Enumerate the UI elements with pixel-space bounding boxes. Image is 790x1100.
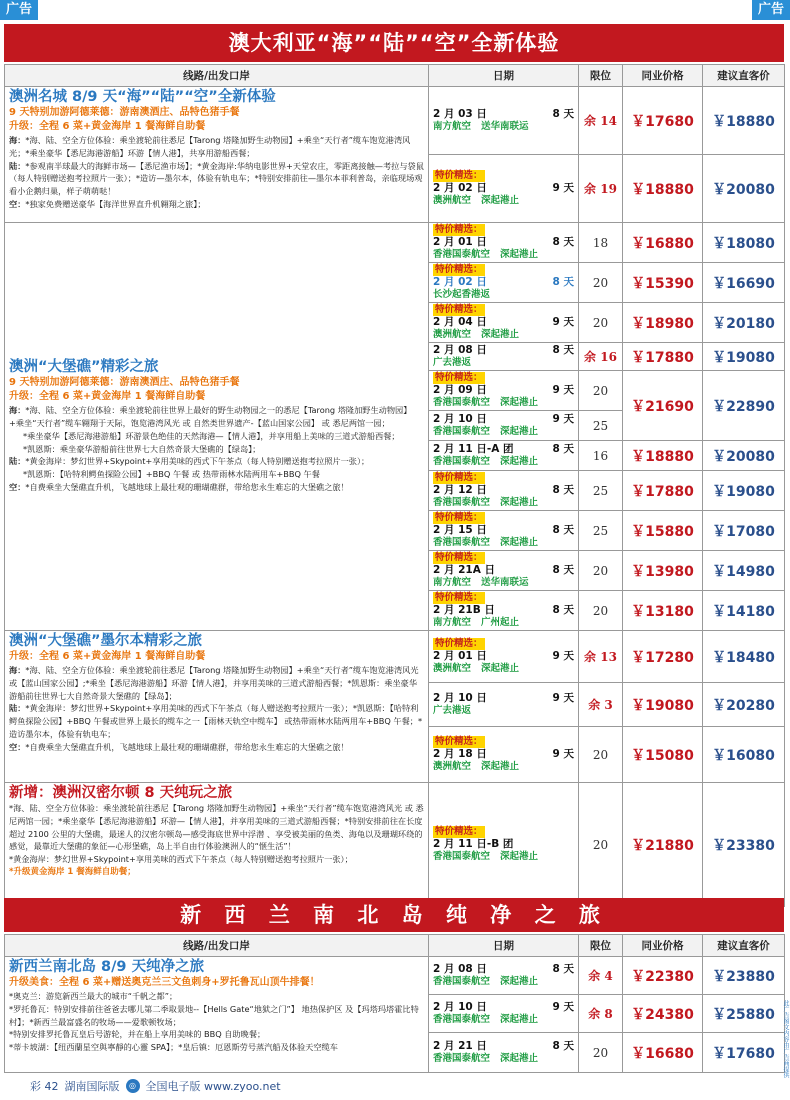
date-cell: 2 月 11 日-A 团 8 天 香港国泰航空 深起港止: [429, 441, 579, 471]
retail-price: ￥20080: [703, 441, 785, 471]
seats-cell: 余 19: [579, 155, 623, 223]
peer-price: ￥16680: [623, 1033, 703, 1073]
peer-price: ￥19080: [623, 683, 703, 727]
route-title: 新增：澳洲汉密尔顿 8 天纯玩之旅: [9, 785, 233, 801]
peer-price: ￥15390: [623, 263, 703, 303]
seats-cell: 20: [579, 263, 623, 303]
route-line: *罗托鲁瓦：特别安排前往爸爸去哪儿第二季取景地--【Hells Gate“地狱之门”】 地热保护区 及【玛塔玛塔霍比特村】；*新西兰最富盛名的牧场——爱歌顿牧场；: [9, 1003, 419, 1027]
seats-cell: 余 8: [579, 995, 623, 1033]
seats-cell: 余 16: [579, 343, 623, 371]
route-line: *特别安排罗托鲁瓦皇后号游轮，并在船上享用美味的 BBQ 自助晚餐；: [9, 1029, 266, 1040]
peer-price: ￥17280: [623, 631, 703, 683]
date-cell: 2 月 10 日 9 天 广去港返: [429, 683, 579, 727]
peer-price: ￥21880: [623, 783, 703, 907]
col-route: 线路/出发口岸: [5, 935, 429, 957]
date-cell: 2 月 21 日 8 天 香港国泰航空 深起港止: [429, 1033, 579, 1073]
route-line: *蒂卡坡湖：【纽西蘭星空與寧靜的心靈 SPA】；*皇后镇：厄恩斯劳号蒸汽船及体验天空缆车: [9, 1042, 338, 1053]
side-disclaimer: 此广告图文内容由广告商提供: [782, 1000, 789, 1078]
route-line: *黄金海岸：梦幻世界+Skypoint+享用美味的西式下午茶点（每人特别赠送抱考拉照片一张）；: [9, 854, 353, 865]
col-seats: 限位: [579, 65, 623, 87]
peer-price: ￥17680: [623, 87, 703, 155]
col-retail: 建议直客价: [703, 935, 785, 957]
peer-price: ￥24380: [623, 995, 703, 1033]
route-upgrade: 升级：全程 6 菜+黄金海岸 1 餐海鲜自助餐: [9, 651, 206, 662]
seats-cell: 25: [579, 411, 623, 441]
retail-price: ￥22890: [703, 371, 785, 441]
date-cell: 特价精选： 2 月 21A 日 8 天 南方航空 送华南联运: [429, 551, 579, 591]
seats-cell: 20: [579, 1033, 623, 1073]
retail-price: ￥14980: [703, 551, 785, 591]
retail-price: ￥14180: [703, 591, 785, 631]
ad-label-right: 广告: [752, 0, 790, 20]
col-route: 线路/出发口岸: [5, 65, 429, 87]
page-footer: [30, 1078, 281, 1094]
route-sub: 9 天特别加游阿德莱德：游南澳酒庄、品特色猪手餐: [9, 377, 240, 389]
route-line: 空：*自费乘坐大堡礁直升机，飞越地球上最壮观的珊瑚礁群，带给您永生难忘的大堡礁之旅！: [9, 481, 349, 492]
peer-price: ￥16880: [623, 223, 703, 263]
peer-price: ￥15880: [623, 511, 703, 551]
route-title: 澳洲“大堡礁”墨尔本精彩之旅: [9, 633, 203, 649]
peer-price: ￥18880: [623, 155, 703, 223]
retail-price: ￥19080: [703, 343, 785, 371]
date-cell: 特价精选： 2 月 01 日 8 天 香港国泰航空 深起港止: [429, 223, 579, 263]
newzealand-table: [4, 934, 785, 1073]
route-upgrade: 升级：全程 6 菜+黄金海岸 1 餐海鲜自助餐: [9, 121, 206, 132]
route-block: [5, 783, 429, 907]
date-cell: 特价精选： 2 月 02 日 8 天 长沙起香港返: [429, 263, 579, 303]
seats-cell: 20: [579, 303, 623, 343]
seats-cell: 18: [579, 223, 623, 263]
route-line: *乘坐豪华【悉尼海港游船】环游景色绝佳的天然海港—【情人港】，并享用船上美味的三道式游船西餐；: [23, 430, 400, 441]
retail-price: ￥18480: [703, 631, 785, 683]
route-line: *升级黄金海岸 1 餐海鲜自助餐；: [9, 866, 136, 877]
date-cell: 特价精选： 2 月 11 日-B 团 香港国泰航空 深起港止: [429, 783, 579, 907]
date-cell: 特价精选： 2 月 04 日 9 天 澳洲航空 深起港止: [429, 303, 579, 343]
date-cell: 特价精选： 2 月 01 日 9 天 澳洲航空 深起港止: [429, 631, 579, 683]
peer-price: ￥22380: [623, 957, 703, 995]
seats-cell: 余 4: [579, 957, 623, 995]
date-cell: 2 月 08 日 8 天 香港国泰航空 深起港止: [429, 957, 579, 995]
peer-price: ￥17880: [623, 471, 703, 511]
date-cell: 特价精选： 2 月 09 日 9 天 香港国泰航空 深起港止: [429, 371, 579, 411]
retail-price: ￥23880: [703, 957, 785, 995]
retail-price: ￥25880: [703, 995, 785, 1033]
date-cell: 2 月 10 日 9 天 香港国泰航空 深起港止: [429, 411, 579, 441]
route-title: 新西兰南北岛 8/9 天纯净之旅: [9, 959, 205, 975]
route-line: 海：*海、陆、空全方位体验：乘坐渡轮前往世界上最好的野生动物园之一的悉尼【Tarong 塔隆加野生动物园】+乘坐“天行者”缆车翱翔于天际，饱览港湾风光 或 自然类世界遗产-【蓝山国家公园】 或 悉尼两馆一园；: [9, 405, 412, 428]
website-link[interactable]: 全国电子版 www.zyoo.net: [145, 1080, 281, 1093]
seats-cell: 20: [579, 591, 623, 631]
col-date: 日期: [429, 935, 579, 957]
retail-price: ￥20280: [703, 683, 785, 727]
date-cell: 特价精选： 2 月 21B 日 8 天 南方航空 广州起止: [429, 591, 579, 631]
seats-cell: 20: [579, 783, 623, 907]
route-block: [5, 631, 429, 783]
seats-cell: 余 3: [579, 683, 623, 727]
section-banner-newzealand: 新 西 兰 南 北 岛 纯 净 之 旅: [4, 898, 784, 932]
route-line: 海：*海、陆、空全方位体验：乘坐渡轮前往悉尼【Tarong 塔隆加野生动物园】+乘坐“天行者”缆车饱览港湾风光 或【蓝山国家公园】;*乘坐【悉尼海港游船】环游【情人港】，并享用美味的三道式游船西餐；*凯恩斯：乘坐豪华游船前往世界七大自然奇景大堡礁的【绿岛】；: [9, 665, 419, 701]
route-block: [5, 223, 429, 631]
peer-price: ￥13980: [623, 551, 703, 591]
seats-cell: 20: [579, 727, 623, 783]
route-title: 澳洲“大堡礁”精彩之旅: [9, 359, 159, 376]
col-seats: 限位: [579, 935, 623, 957]
route-line: 空：*独家免费赠送豪华【海洋世界直升机翱翔之旅】；: [9, 198, 206, 209]
page-number: 彩 42: [30, 1080, 59, 1093]
route-line: 陆：*参观南半球最大的海鲜市场—【悉尼渔市场】；*黄金海岸:华纳电影世界+天堂农庄，零距离接触—考拉与袋鼠（每人特别赠送抱考拉照片一张）；*造访—墨尔本，体验有轨电车；*特别安排前往—墨尔本菲利普岛，亲临现场观看小企鹅归巢，样子萌萌哒！: [9, 160, 424, 197]
route-line: 海：*海、陆、空全方位体验：乘坐渡轮前往悉尼【Tarong 塔隆加野生动物园】+乘坐“天行者”缆车饱览港湾风光；*乘坐豪华【悉尼海港游船】环游【情人港】，共享用游船西餐；: [9, 135, 411, 158]
australia-table: [4, 64, 785, 907]
date-cell: 特价精选： 2 月 12 日 8 天 香港国泰航空 深起港止: [429, 471, 579, 511]
route-line: 空：*自费乘坐大堡礁直升机，飞越地球上最壮观的珊瑚礁群，带给您永生难忘的大堡礁之旅！: [9, 741, 349, 752]
route-sub: 9 天特别加游阿德莱德：游南澳酒庄、品特色猪手餐: [9, 107, 240, 118]
date-cell: 特价精选： 2 月 18 日 9 天 澳洲航空 深起港止: [429, 727, 579, 783]
route-title: 澳洲名城 8/9 天“海”“陆”“空”全新体验: [9, 89, 276, 105]
col-date: 日期: [429, 65, 579, 87]
retail-price: ￥19080: [703, 471, 785, 511]
date-cell: 2 月 03 日 8 天 南方航空 送华南联运: [429, 87, 579, 155]
route-line: 陆：*黄金海岸：梦幻世界+Skypoint+享用美味的西式下午茶点（每人特别赠送抱考拉照片一张）；: [9, 456, 370, 467]
seats-cell: 20: [579, 371, 623, 411]
peer-price: ￥13180: [623, 591, 703, 631]
retail-price: ￥20080: [703, 155, 785, 223]
col-peer: 同业价格: [623, 65, 703, 87]
date-cell: 特价精选： 2 月 02 日 9 天 澳洲航空 深起港止: [429, 155, 579, 223]
section-banner-australia: 澳大利亚“海”“陆”“空”全新体验: [4, 24, 784, 62]
retail-price: ￥16080: [703, 727, 785, 783]
date-cell: 2 月 08 日 8 天 广去港返: [429, 343, 579, 371]
peer-price: ￥21690: [623, 371, 703, 441]
route-line: *海、陆、空全方位体验：乘坐渡轮前往悉尼【Tarong 塔隆加野生动物园】+乘坐“天行者”缆车饱览港湾风光 或 悉尼两馆一园；*乘坐豪华【悉尼海港游船】环游—【情人港】，并享用美味的三道式游船西餐；*特别安排前往在长度超过 2100 公里的大堡礁，最迷人的汉密尔顿岛—感受海底世界中浮潜 、享受被美丽的鱼类、海龟以及珊瑚环绕的感觉，最靠近大堡礁的象征—心形堡礁，岛上半自由行体验澳洲人的“惬生活”！: [9, 803, 424, 852]
seats-cell: 20: [579, 551, 623, 591]
edition-label: 湖南国际版: [64, 1080, 120, 1093]
seats-cell: 余 13: [579, 631, 623, 683]
retail-price: ￥17080: [703, 511, 785, 551]
retail-price: ￥17680: [703, 1033, 785, 1073]
route-block: [5, 87, 429, 223]
date-cell: 2 月 10 日 9 天 香港国泰航空 深起港止: [429, 995, 579, 1033]
seats-cell: 25: [579, 511, 623, 551]
peer-price: ￥18880: [623, 441, 703, 471]
route-block: [5, 957, 429, 1073]
seats-cell: 16: [579, 441, 623, 471]
col-peer: 同业价格: [623, 935, 703, 957]
peer-price: ￥17880: [623, 343, 703, 371]
route-line: *奥克兰：游览新西兰最大的城市“千帆之都”；: [9, 991, 178, 1001]
retail-price: ￥23380: [703, 783, 785, 907]
route-line: 陆：*黄金海岸：梦幻世界+Skypoint+享用美味的西式下午茶点（每人赠送抱考拉照片一张）；*凯恩斯：【哈特利鳄鱼探险公园】+BBQ 午餐或世界上最长的缆车之一【雨林天轨空中缆车】 或热带雨林水陆两用车+BBQ 午餐；*造访墨尔本，体验有轨电车；: [9, 703, 423, 739]
route-line: *凯恩斯：乘坐豪华游船前往世界七大自然奇景大堡礁的【绿岛】；: [23, 443, 261, 454]
retail-price: ￥18080: [703, 223, 785, 263]
globe-icon: ◎: [126, 1079, 140, 1093]
date-cell: 特价精选： 2 月 15 日 8 天 香港国泰航空 深起港止: [429, 511, 579, 551]
retail-price: ￥16690: [703, 263, 785, 303]
retail-price: ￥20180: [703, 303, 785, 343]
col-retail: 建议直客价: [703, 65, 785, 87]
route-line: *凯恩斯：【哈特利鳄鱼探险公园】+BBQ 午餐 或 热带雨林水陆两用车+BBQ 午餐: [23, 469, 320, 480]
peer-price: ￥15080: [623, 727, 703, 783]
route-sub: 升级美食：全程 6 菜+赠送奥克兰三文鱼刺身+罗托鲁瓦山顶牛排餐！: [9, 977, 320, 988]
peer-price: ￥18980: [623, 303, 703, 343]
seats-cell: 25: [579, 471, 623, 511]
retail-price: ￥18880: [703, 87, 785, 155]
route-upgrade: 升级：全程 6 菜+黄金海岸 1 餐海鲜自助餐: [9, 391, 206, 403]
ad-label-left: 广告: [0, 0, 38, 20]
seats-cell: 余 14: [579, 87, 623, 155]
